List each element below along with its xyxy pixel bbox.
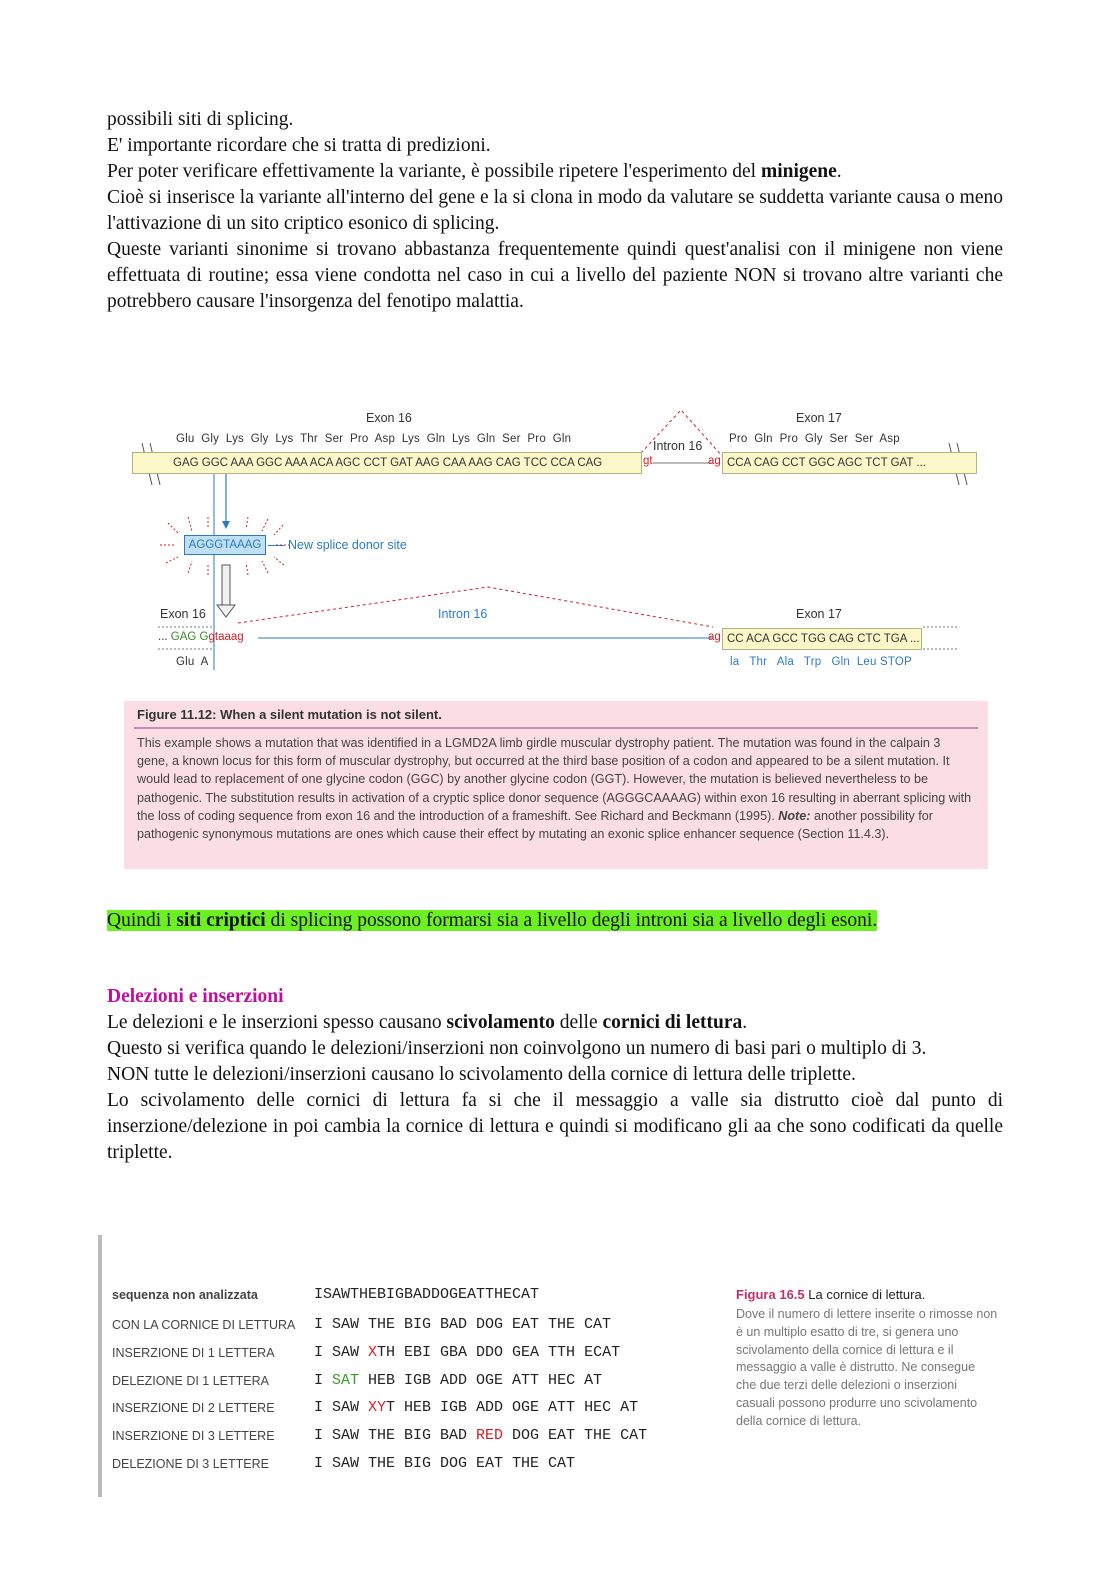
frameshift-amino-acids: la Thr Ala Trp Gln Leu STOP: [730, 656, 912, 668]
row-seq-1: I SAW THE BIG BAD DOG EAT THE CAT: [314, 1316, 612, 1333]
exon17-frameshift-sequence: CC ACA GCC TGG CAG CTC TGA ...: [727, 633, 920, 645]
intro-text: [107, 107, 1003, 315]
bottom-ag-label: ag: [708, 631, 721, 643]
figure-11-12-title: Figure 11.12: When a silent mutation is not silent.: [137, 707, 442, 722]
section-paragraph-3: NON tutte le delezioni/inserzioni causano lo scivolamento della cornice di lettura delle triplette.: [107, 1064, 856, 1085]
deletions-insertions-section: [107, 984, 1003, 1166]
figure-16-5-caption: Dove il numero di lettere inserite o rimosse non è un multiplo esatto di tre, si genera uno scivolamento della cornice di lettura e il messaggio a valle è distrutto. Ne consegue che due terzi delle delezioni o inserzioni casuali possono produrre uno scivolamento della cornice di lettura.: [736, 1307, 998, 1428]
intro-paragraph-2: Cioè si inserisce la variante all'interno del gene e la si clona in modo da valutare se suddetta variante causa o meno l'attivazione di un sito criptico esonico di splicing.: [107, 187, 1003, 234]
splice-site-connector: [268, 545, 284, 546]
row-seq-3: I SAT HEB IGB ADD OGE ATT HEC AT: [314, 1372, 603, 1389]
exon16-sequence: GAG GGC AAA GGC AAA ACA AGC CCT GAT AAG CAA AAG CAG TCC CCA CAG: [173, 457, 603, 469]
row-seq-0: ISAWTHEBIGBADDOGEATTHECAT: [314, 1286, 540, 1303]
row-seq-2: I SAW XTH EBI GBA DDO GEA TTH ECAT: [314, 1344, 621, 1361]
section-paragraph-1: Le delezioni e le inserzioni spesso causano scivolamento delle cornici di lettura.: [107, 1012, 748, 1033]
row-seq-5: I SAW THE BIG BAD RED DOG EAT THE CAT: [314, 1427, 648, 1444]
exon17-sequence-bar: [722, 452, 977, 474]
figure-16-5-title: Figura 16.5 La cornice di lettura.: [736, 1287, 926, 1302]
row-label-2: INSERZIONE DI 1 LETTERA: [112, 1346, 275, 1360]
intro-line-2: E' importante ricordare che si tratta di predizioni.: [107, 135, 491, 156]
figure-11-12-caption: [124, 701, 988, 869]
row-label-5: INSERZIONE DI 3 LETTERE: [112, 1429, 275, 1443]
minigene-paragraph: Per poter verificare effettivamente la variante, è possibile ripetere l'esperimento del minigene.: [107, 161, 842, 182]
intro-line-1: possibili siti di splicing.: [107, 109, 294, 130]
section-paragraph-2: Questo si verifica quando le delezioni/inserzioni non coinvolgono un numero di basi pari o multiplo di 3.: [107, 1038, 927, 1059]
highlighted-sentence: Quindi i siti criptici di splicing possono formarsi sia a livello degli introni sia a livello degli esoni.: [107, 910, 878, 931]
exon17-label-top: Exon 17: [796, 411, 842, 425]
row-seq-6: I SAW THE BIG DOG EAT THE CAT: [314, 1455, 576, 1472]
intron16-label-bottom: Intron 16: [438, 607, 488, 621]
row-seq-4: I SAW XYT HEB IGB ADD OGE ATT HEC AT: [314, 1399, 639, 1416]
new-splice-donor-label: New splice donor site: [288, 538, 407, 552]
bottom-left-sequence: ... GAG Ggtaaag: [158, 631, 244, 643]
exon16-amino-acids: Glu Gly Lys Gly Lys Thr Ser Pro Asp Lys Gln Lys Gln Ser Pro Gln: [176, 433, 572, 445]
exon17-amino-acids: Pro Gln Pro Gly Ser Ser Asp: [729, 433, 900, 445]
section-heading: Delezioni e inserzioni: [107, 986, 284, 1007]
gt-donor-label: gt: [643, 455, 653, 467]
intron16-label-top: Intron 16: [653, 439, 703, 453]
mutant-splice-site-box: AGGGTAAAG: [184, 535, 266, 555]
section-paragraph-4: Lo scivolamento delle cornici di lettura fa si che il messaggio a valle sia distrutto cioè dal punto di inserzione/delezione in poi cambia la cornice di lettura e quindi si modificano gli aa che sono codificati da quelle triplette.: [107, 1090, 1003, 1163]
exon16-label-bottom: Exon 16: [160, 607, 206, 621]
exon16-label-top: Exon 16: [366, 411, 412, 425]
row-label-0: sequenza non analizzata: [112, 1288, 258, 1302]
exon17-frameshift-bar: [722, 628, 922, 650]
exon17-label-bottom: Exon 17: [796, 607, 842, 621]
exon17-sequence: CCA CAG CCT GGC AGC TCT GAT ...: [727, 457, 926, 469]
row-label-4: INSERZIONE DI 2 LETTERE: [112, 1401, 275, 1415]
row-label-6: DELEZIONE DI 3 LETTERE: [112, 1457, 269, 1471]
row-label-1: CON LA CORNICE DI LETTURA: [112, 1318, 296, 1332]
caption-divider: [134, 727, 978, 729]
minigene-term: minigene: [760, 161, 837, 182]
figure-side-bar: [98, 1235, 102, 1497]
ag-acceptor-label: ag: [708, 455, 721, 467]
reading-frame-figure: [98, 1235, 1018, 1500]
intro-paragraph-3: Queste varianti sinonime si trovano abbastanza frequentemente quindi quest'analisi con il minigene non viene effettuata di routine; essa viene condotta nel caso in cui a livello del paziente NON si trovano altre varianti che potrebbero causare l'insorgenza del fenotipo malattia.: [107, 239, 1003, 312]
exon16-sequence-bar: [132, 452, 642, 474]
cryptic-sites-conclusion: [107, 908, 1003, 934]
row-label-3: DELEZIONE DI 1 LETTERA: [112, 1374, 269, 1388]
bottom-left-amino-acids: Glu A: [176, 656, 209, 668]
figure-11-12-body: This example shows a mutation that was identified in a LGMD2A limb girdle muscular dystrophy patient. The mutation was found in the calpain 3 gene, a known locus for this form of muscular dystrophy, but occurred at the third base position of a codon and appeared to be a silent mutation. It would lead to replacement of one glycine codon (GGC) by another glycine codon (GGT). However, the mutation is believed nevertheless to be pathogenic. The substitution results in activation of a cryptic splice donor sequence (AGGGCAAAAG) within exon 16 resulting in aberrant splicing with the loss of coding sequence from exon 16 and the introduction of a frameshift. See Richard and Beckmann (1995). Note: another possibility for pathogenic synonymous mutations are ones which cause their effect by mutating an exonic splice enhancer sequence (Section 11.4.3).: [137, 736, 972, 842]
